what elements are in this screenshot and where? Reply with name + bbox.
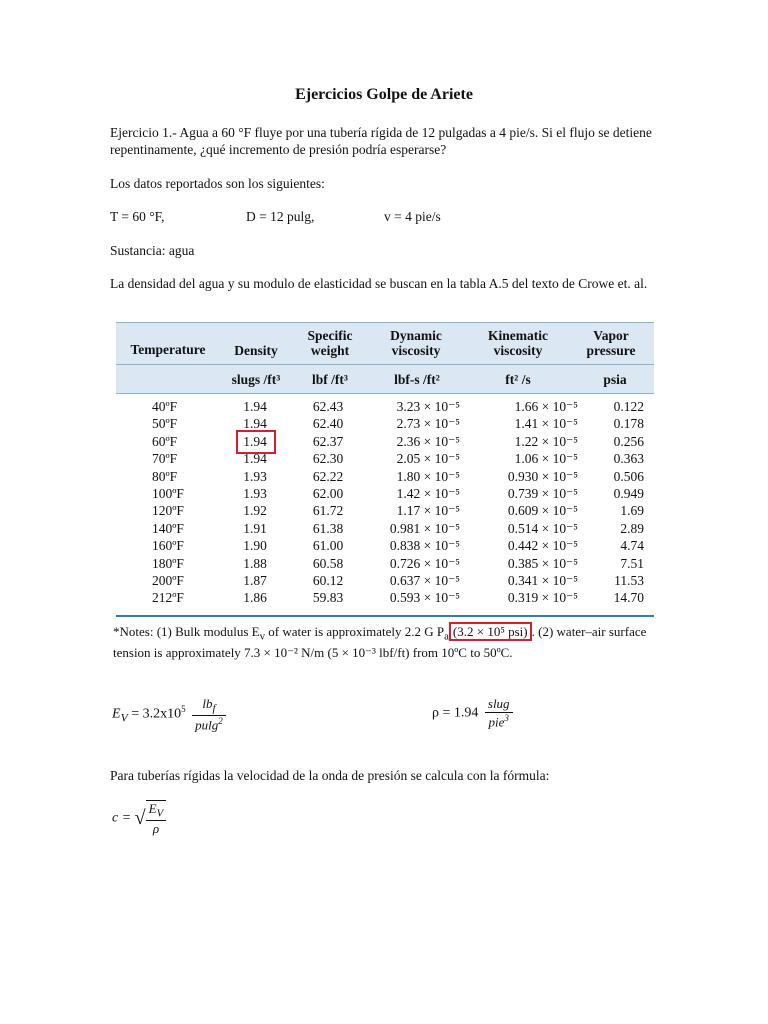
cell-specific-weight: 61.38 xyxy=(312,520,344,536)
bulk-modulus-highlight: (3.2 × 10⁵ psi) xyxy=(449,622,532,641)
cell-specific-weight: 61.00 xyxy=(312,538,344,554)
cell-density: 1.90 xyxy=(243,538,267,554)
eq1-exp: 5 xyxy=(181,704,186,715)
eq3-lhs: c = xyxy=(112,810,132,826)
cell-dynamic-viscosity: 2.36 × 10⁻⁵ xyxy=(396,433,460,449)
cell-kinematic-viscosity: 0.739 × 10⁻⁵ xyxy=(507,486,578,501)
header-kinematic-viscosity: Kinematic viscosity xyxy=(488,328,548,358)
cell-dynamic-viscosity: 2.05 × 10⁻⁵ xyxy=(396,451,460,467)
data-velocity: v = 4 pie/s xyxy=(384,209,441,224)
cell-specific-weight: 62.43 xyxy=(312,399,344,414)
density-source-text: La densidad del agua y su modulo de elasticidad se buscan en la tabla A.5 del texto de Crowe et. al. xyxy=(110,276,648,291)
unit-vapor-pressure: psia xyxy=(603,372,627,387)
equation-wave-speed xyxy=(112,800,166,837)
cell-temperature: 100ºF xyxy=(152,486,184,501)
table-notes xyxy=(113,624,658,661)
cell-dynamic-viscosity: 1.17 × 10⁻⁵ xyxy=(396,503,460,519)
cell-density: 1.92 xyxy=(243,503,267,519)
cell-kinematic-viscosity: 0.385 × 10⁻⁵ xyxy=(507,555,578,571)
header-vapor-pressure: Vapor pressure xyxy=(586,328,636,358)
cell-density: 1.91 xyxy=(243,520,267,536)
cell-density: 1.93 xyxy=(243,486,267,501)
cell-kinematic-viscosity: 0.514 × 10⁻⁵ xyxy=(507,520,578,536)
cell-kinematic-viscosity: 0.609 × 10⁻⁵ xyxy=(507,503,578,519)
eq2-lhs: ρ = 1.94 xyxy=(432,705,479,721)
cell-vapor-pressure: 0.363 xyxy=(613,451,644,467)
eq1-den-sup: 2 xyxy=(218,715,223,726)
equation-density xyxy=(432,696,513,730)
cell-vapor-pressure: 14.70 xyxy=(613,590,644,606)
eq3-num-sub: V xyxy=(156,807,164,820)
wave-speed-intro: Para tuberías rígidas la velocidad de la onda de presión se calcula con la fórmula: xyxy=(110,768,550,783)
cell-temperature: 50ºF xyxy=(152,416,178,432)
unit-dynamic-viscosity: lbf-s /ft² xyxy=(394,372,440,387)
cell-temperature: 60ºF xyxy=(152,433,178,449)
cell-density: 1.86 xyxy=(243,590,267,606)
cell-dynamic-viscosity: 0.593 × 10⁻⁵ xyxy=(389,590,460,606)
table-bottom-rule xyxy=(116,615,654,617)
cell-kinematic-viscosity: 0.341 × 10⁻⁵ xyxy=(507,573,578,588)
cell-specific-weight: 62.40 xyxy=(312,416,344,432)
header-density: Density xyxy=(234,343,278,358)
cell-kinematic-viscosity: 0.930 × 10⁻⁵ xyxy=(507,468,578,484)
density-highlight-box xyxy=(236,430,276,454)
substance-line: Sustancia: agua xyxy=(110,243,195,258)
cell-specific-weight: 59.83 xyxy=(312,590,344,606)
cell-temperature: 40ºF xyxy=(152,399,178,414)
cell-vapor-pressure: 7.51 xyxy=(620,555,644,571)
cell-specific-weight: 62.22 xyxy=(312,468,344,484)
eq1-lhs: E xyxy=(112,706,121,722)
sqrt-icon: √ xyxy=(134,806,146,829)
cell-density: 1.94 xyxy=(243,433,267,449)
cell-dynamic-viscosity: 0.637 × 10⁻⁵ xyxy=(389,573,460,588)
notes-part3: . (2) water–air surface tension is approximately 7.3 × 10⁻² N/m (5 × 10⁻³ lbf/ft) from 10ºC to 50ºC. xyxy=(113,624,647,660)
notes-part2: of water is approximately 2.2 G P xyxy=(265,624,445,639)
cell-kinematic-viscosity: 0.319 × 10⁻⁵ xyxy=(507,590,578,606)
cell-vapor-pressure: 11.53 xyxy=(614,573,644,588)
eq1-num: lb xyxy=(202,696,213,711)
cell-vapor-pressure: 0.506 xyxy=(613,468,644,484)
cell-vapor-pressure: 1.69 xyxy=(620,503,644,519)
data-diameter: D = 12 pulg, xyxy=(246,209,315,224)
cell-dynamic-viscosity: 1.80 × 10⁻⁵ xyxy=(396,468,460,484)
cell-dynamic-viscosity: 0.981 × 10⁻⁵ xyxy=(389,520,460,536)
cell-dynamic-viscosity: 2.73 × 10⁻⁵ xyxy=(396,416,460,432)
cell-kinematic-viscosity: 1.41 × 10⁻⁵ xyxy=(514,416,578,432)
cell-kinematic-viscosity: 0.442 × 10⁻⁵ xyxy=(507,538,578,554)
cell-temperature: 70ºF xyxy=(152,451,178,467)
cell-kinematic-viscosity: 1.06 × 10⁻⁵ xyxy=(514,451,578,467)
cell-vapor-pressure: 0.178 xyxy=(613,416,644,432)
eq1-den: pulg xyxy=(195,716,219,732)
cell-temperature: 160ºF xyxy=(152,538,184,554)
cell-temperature: 200ºF xyxy=(152,573,184,588)
water-properties-table xyxy=(116,322,654,618)
eq1-lhs-sub: V xyxy=(120,711,128,725)
cell-specific-weight: 62.00 xyxy=(312,486,344,501)
cell-dynamic-viscosity: 3.23 × 10⁻⁵ xyxy=(396,399,460,414)
cell-vapor-pressure: 0.256 xyxy=(613,433,644,449)
cell-vapor-pressure: 0.122 xyxy=(613,399,644,414)
cell-dynamic-viscosity: 0.838 × 10⁻⁵ xyxy=(389,538,460,554)
cell-dynamic-viscosity: 1.42 × 10⁻⁵ xyxy=(396,486,460,501)
notes-sub-a: a xyxy=(444,630,449,643)
cell-temperature: 120ºF xyxy=(152,503,184,519)
unit-density: slugs /ft³ xyxy=(231,372,281,387)
eq2-num: slug xyxy=(487,696,510,711)
header-specific-weight: Specific weight xyxy=(307,328,353,358)
cell-temperature: 140ºF xyxy=(152,520,184,536)
header-temperature: Temperature xyxy=(130,342,206,357)
cell-density: 1.87 xyxy=(243,573,267,588)
eq3-num: E xyxy=(148,801,157,816)
cell-specific-weight: 61.72 xyxy=(312,503,344,519)
data-temperature: T = 60 °F, xyxy=(110,209,165,224)
eq2-fraction xyxy=(485,696,513,730)
cell-density: 1.94 xyxy=(243,399,267,414)
data-intro: Los datos reportados son los siguientes: xyxy=(110,176,325,191)
cell-kinematic-viscosity: 1.22 × 10⁻⁵ xyxy=(514,433,578,449)
cell-vapor-pressure: 2.89 xyxy=(620,520,644,536)
equation-bulk-modulus xyxy=(112,696,226,733)
cell-temperature: 212ºF xyxy=(152,590,184,606)
exercise-statement: Ejercicio 1.- Agua a 60 °F fluye por una tubería rígida de 12 pulgadas a 4 pie/s. Si el flujo se detiene repentinamente, ¿qué incremento de presión podría esperarse? xyxy=(110,125,652,157)
cell-density: 1.88 xyxy=(243,555,267,571)
unit-specific-weight: lbf /ft³ xyxy=(312,372,348,387)
notes-sub-v: v xyxy=(259,630,266,643)
cell-temperature: 180ºF xyxy=(152,555,184,571)
cell-specific-weight: 60.12 xyxy=(312,573,344,588)
cell-vapor-pressure: 4.74 xyxy=(620,538,644,554)
eq1-rhs: = 3.2x10 xyxy=(127,706,182,722)
cell-specific-weight: 62.37 xyxy=(312,433,344,449)
cell-dynamic-viscosity: 0.726 × 10⁻⁵ xyxy=(389,555,460,571)
eq2-den-sup: 3 xyxy=(504,713,509,723)
cell-vapor-pressure: 0.949 xyxy=(613,486,644,501)
cell-specific-weight: 62.30 xyxy=(312,451,344,467)
eq1-num-sub: f xyxy=(212,702,216,715)
notes-part1: *Notes: (1) Bulk modulus E xyxy=(113,624,260,639)
cell-density: 1.94 xyxy=(243,451,267,467)
eq2-den: pie xyxy=(488,714,505,730)
page-title: Ejercicios Golpe de Ariete xyxy=(295,86,473,103)
unit-kinematic-viscosity: ft² /s xyxy=(505,372,531,387)
cell-temperature: 80ºF xyxy=(152,468,178,484)
eq3-den: ρ xyxy=(146,820,167,837)
header-dynamic-viscosity: Dynamic viscosity xyxy=(390,328,442,358)
cell-kinematic-viscosity: 1.66 × 10⁻⁵ xyxy=(514,399,578,414)
cell-density: 1.93 xyxy=(243,468,267,484)
eq3-fraction xyxy=(146,800,167,837)
cell-specific-weight: 60.58 xyxy=(312,555,344,571)
eq1-fraction xyxy=(192,696,226,733)
cell-density: 1.94 xyxy=(243,416,267,432)
